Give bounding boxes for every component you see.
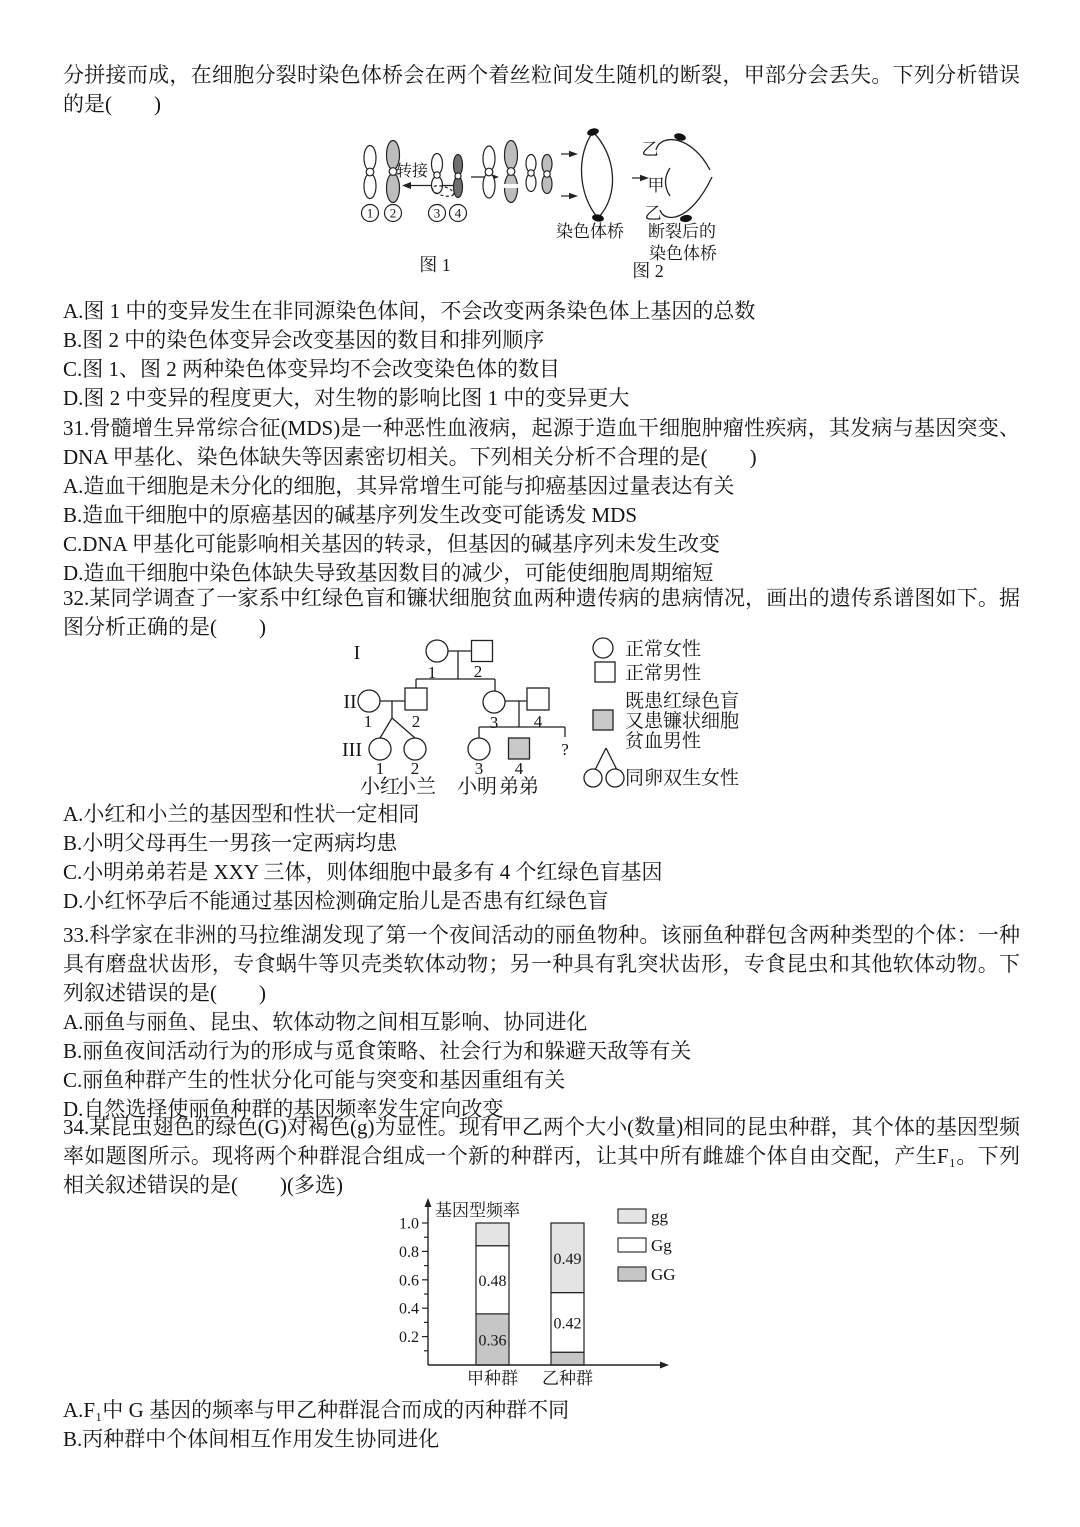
svg-text:4: 4 [454,205,462,221]
legend-label: gg [651,1207,668,1226]
svg-text:4: 4 [514,759,524,778]
y-axis-label: 基因型频率 [435,1201,520,1220]
option-a: A.图 1 中的变异发生在非同源染色体间，不会改变两条染色体上基因的总数 [63,299,756,323]
chart-axes [425,1198,670,1369]
svg-text:3: 3 [433,205,441,221]
x-category-label: 乙种群 [542,1369,593,1388]
svg-text:0.8: 0.8 [399,1243,419,1261]
legend-normal-male-symbol [595,662,615,682]
svg-text:小红: 小红 [360,776,400,798]
option-d: D.造血干细胞中染色体缺失导致基因数目的减少，可能使细胞周期缩短 [63,561,714,585]
legend-affected-male-symbol [593,710,613,730]
option-c: C.DNA 甲基化可能影响相关基因的转录，但基因的碱基序列未发生改变 [63,532,720,556]
svg-text:1: 1 [363,712,373,731]
pedigree-individual-II2 [405,688,427,710]
pedigree-individual-I2 [472,641,493,662]
question-33 [63,921,1020,1124]
legend-label-line2: 又患镰状细胞 [625,711,740,732]
option-c: C.图 1、图 2 两种染色体变异均不会改变染色体的数目 [63,357,561,381]
unknown-child-mark: ? [561,740,569,759]
legend-swatch-GG [618,1267,646,1281]
chromosome-4 [454,155,463,198]
option-c: C.小明弟弟若是 XXY 三体，则体细胞中最多有 4 个红绿色盲基因 [63,860,663,884]
question-30-options [63,297,1020,413]
segment-label-middle: 甲 [647,176,665,195]
bar-segment-gg [476,1223,509,1246]
translocation-band [504,184,519,188]
option-b: B.造血干细胞中的原癌基因的碱基序列发生改变可能诱发 MDS [63,503,638,527]
bar-value-label: 0.36 [478,1332,507,1350]
bridge-arrows [561,151,578,199]
bar-segment-GG [551,1352,584,1365]
x-category-label: 甲种群 [467,1369,518,1388]
chromosome-bridge [582,127,613,222]
legend-swatch-Gg [618,1238,646,1252]
pedigree-individual-III3 [468,738,490,760]
generation-label-1: I [353,642,361,664]
svg-text:0.2: 0.2 [399,1329,419,1347]
option-b: B.图 2 中的染色体变异会改变基因的数目和排列顺序 [63,328,545,352]
option-d: D.小红怀孕后不能通过基因检测确定胎儿是否患有红绿色盲 [63,889,609,913]
svg-text:0.6: 0.6 [399,1272,419,1290]
question-34-options [63,1396,1020,1454]
legend-normal-female-symbol [593,638,613,658]
pedigree-legend [584,638,739,789]
option-d: D.自然选择使丽鱼种群的基因频率发生定向改变 [63,1097,504,1121]
svg-text:1: 1 [375,759,385,778]
question-stem-text: 31.骨髓增生异常综合征(MDS)是一种恶性血液病，起源于造血干细胞肿瘤性疾病，其发病与基因突变、DNA 甲基化、染色体缺失等因素密切相关。下列相关分析不合理的是( ) [63,416,1020,469]
genotype-frequency-chart [395,1196,795,1396]
result-chromosome-2 [504,141,519,203]
pedigree-individual-III2 [404,738,426,760]
option-b: B.丙种群中个体间相互作用发生协同进化 [63,1427,440,1451]
question-31 [63,414,1020,588]
option-d: D.图 2 中变异的程度更大，对生物的影响比图 1 中的变异更大 [63,386,630,410]
option-a: A.丽鱼与丽鱼、昆虫、软体动物之间相互影响、协同进化 [63,1010,588,1034]
svg-text:2: 2 [473,662,483,681]
svg-text:2: 2 [410,759,420,778]
question-stem-text: 33.科学家在非洲的马拉维湖发现了第一个夜间活动的丽鱼物种。该丽鱼种群包含两种类型的个体：一种具有磨盘状齿形，专食蜗牛等贝壳类软体动物；另一种具有乳突状齿形，专食昆虫和其他软体动物。下列叙述错误的是( ) [63,923,1020,1005]
transfer-label: 转接 [395,163,429,180]
svg-text:4: 4 [533,712,543,731]
svg-text:0.4: 0.4 [399,1300,419,1318]
legend-label: Gg [651,1236,672,1255]
pedigree-individual-I1 [426,640,448,662]
option-c: C.丽鱼种群产生的性状分化可能与突变和基因重组有关 [63,1068,566,1092]
question-34-stem [63,1113,1020,1200]
chart-dynamic-content [399,1207,676,1388]
svg-text:1: 1 [427,663,437,682]
legend-swatch-gg [618,1209,646,1223]
question-30-intro [63,61,1020,119]
option-a: A.F₁中 G 基因的频率与甲乙种群混合而成的丙种群不同 [63,1398,570,1422]
pedigree-individual-II3 [483,691,505,713]
pedigree-individual-III1 [369,738,391,760]
pedigree-individual-II1 [358,690,380,712]
bridge-label: 染色体桥 [556,222,624,241]
bar-value-label: 0.42 [553,1315,582,1333]
svg-text:2: 2 [389,205,397,221]
broken-bridge-label-line2: 染色体桥 [649,244,717,263]
svg-text:1: 1 [366,205,374,221]
question-stem-text: 分拼接而成，在细胞分裂时染色体桥会在两个着丝粒间发生随机的断裂，甲部分会丢失。下列分析错误的是( ) [63,63,1020,116]
svg-text:3: 3 [474,759,484,778]
chromosome-1 [364,146,376,199]
broken-bridge-label-line1: 断裂后的 [648,222,716,241]
result-chromosome-3 [526,155,536,192]
chromosome-figures-diagram [350,125,800,287]
svg-text:3: 3 [489,713,499,732]
chromosome-number-badges [362,205,467,222]
result-chromosome-1 [483,146,495,198]
legend-twin-symbol [584,748,624,787]
generation-label-2: II [343,691,357,713]
legend-label-line3: 贫血男性 [625,731,702,752]
figure1-caption: 图 1 [419,255,451,275]
legend-label: GG [651,1265,676,1284]
pedigree-individual-II4 [527,688,549,710]
svg-text:弟弟: 弟弟 [499,776,539,798]
legend-label: 同卵双生女性 [625,768,740,789]
svg-text:2: 2 [411,712,421,731]
break-arrow [632,175,649,181]
option-a: A.小红和小兰的基因型和性状一定相同 [63,802,420,826]
legend-label: 正常男性 [625,663,702,684]
svg-text:1.0: 1.0 [399,1215,419,1233]
option-a: A.造血干细胞是未分化的细胞，其异常增生可能与抑癌基因过量表达有关 [63,474,735,498]
pedigree-individual-III4-affected [509,738,530,759]
svg-text:小兰: 小兰 [396,776,436,798]
bar-value-label: 0.49 [553,1250,582,1268]
option-b: B.丽鱼夜间活动行为的形成与觅食策略、社会行为和躲避天敌等有关 [63,1039,692,1063]
legend-label-line1: 既患红绿色盲 [625,691,740,712]
legend-label: 正常女性 [625,639,702,660]
bar-value-label: 0.48 [478,1272,507,1290]
segment-label-top: 乙 [641,140,659,159]
figure2-caption: 图 2 [632,261,664,281]
result-chromosome-4 [542,155,552,194]
question-stem-text: 32.某同学调查了一家系中红绿色盲和镰状细胞贫血两种遗传病的患病情况，画出的遗传系谱图如下。据图分析正确的是( ) [63,586,1020,639]
question-stem-text: 34.某昆虫翅色的绿色(G)对褐色(g)为显性。现有甲乙两个大小(数量)相同的昆虫种群，其个体的基因型频率如题图所示。现将两个种群混合组成一个新的种群丙，让其中所有雌雄个体自由交配，产生F₁。下列相关叙述错误的是( )(多选) [63,1115,1020,1197]
svg-text:小明: 小明 [457,776,497,798]
generation-label-3: III [342,739,362,761]
chromosome-3 [431,154,455,199]
pedigree-names [360,775,539,798]
option-b: B.小明父母再生一男孩一定两病均患 [63,831,398,855]
pedigree-diagram [338,630,778,800]
question-32-options [63,800,1020,916]
segment-label-bottom: 乙 [644,204,662,223]
